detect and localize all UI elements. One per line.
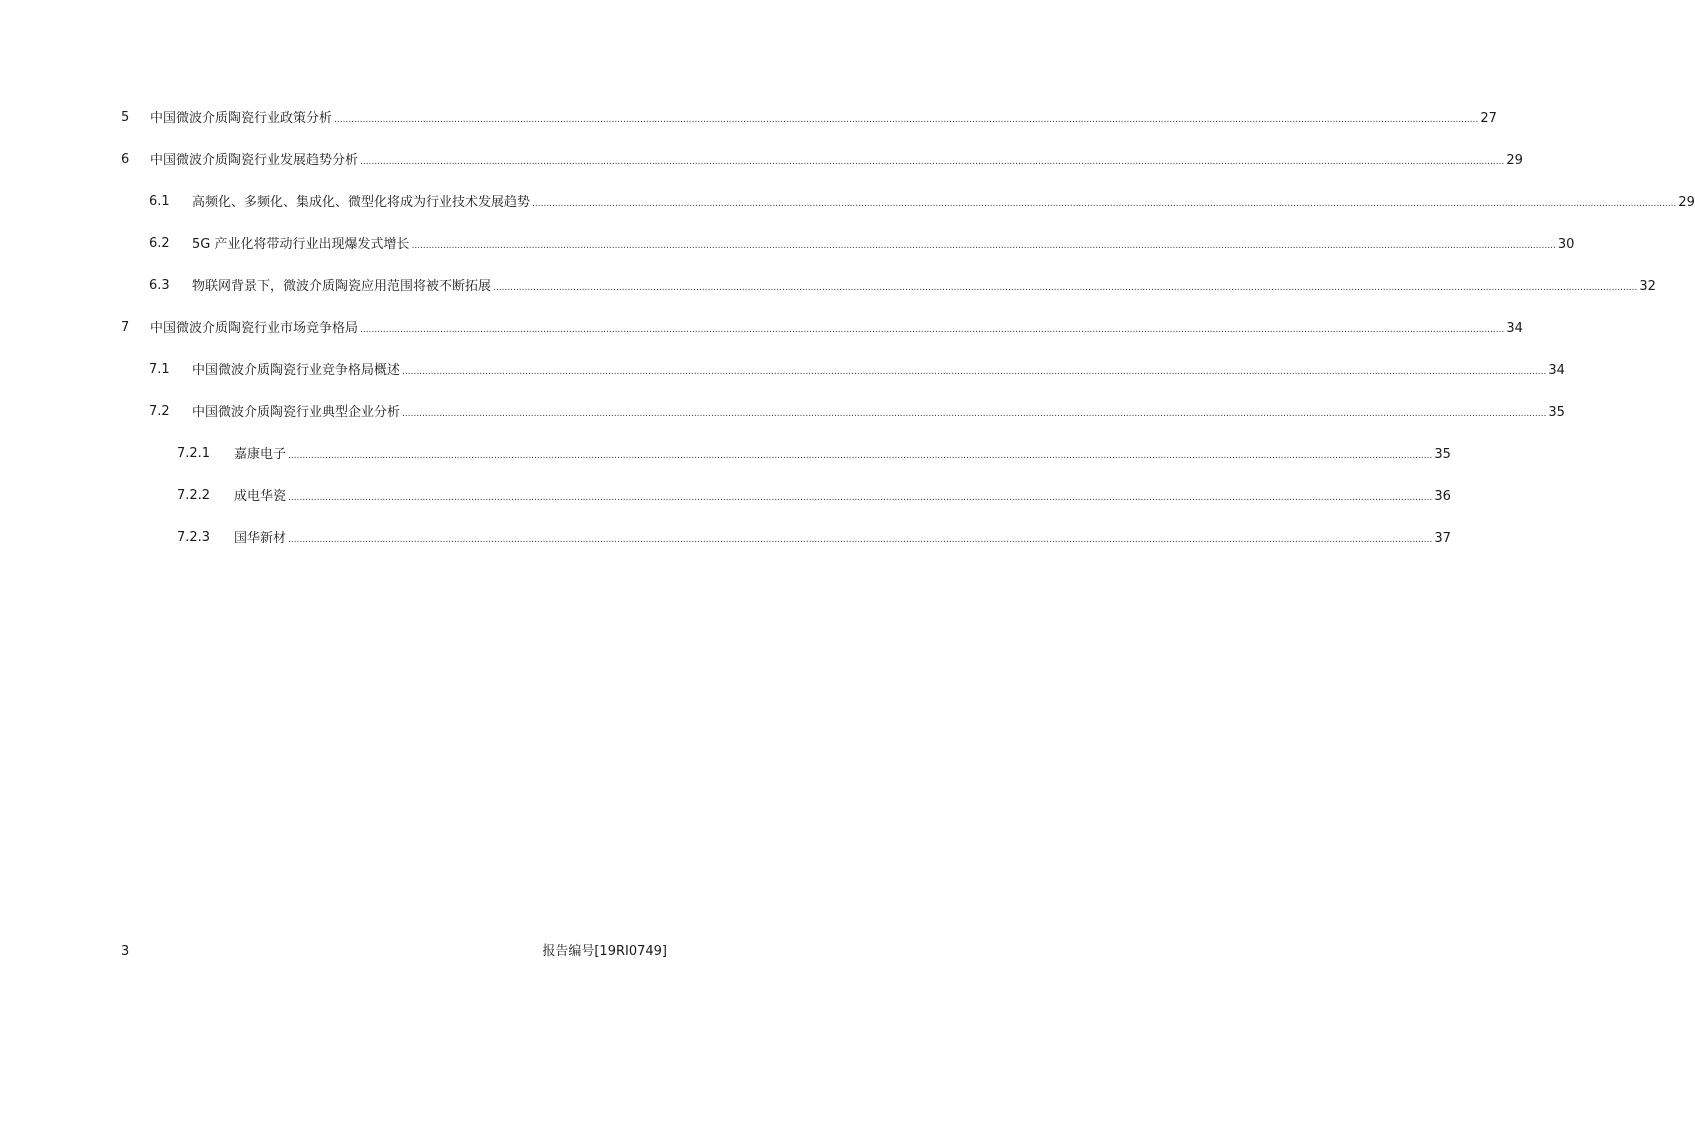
toc-dot-leader: ................................................................................................................................................................................................................................................................................................................................................................................................................: [402, 409, 1547, 419]
toc-entry-7-2[interactable]: [0, 401, 1565, 423]
toc-dot-leader: ................................................................................................................................................................................................................................................................................................................................................................................................................: [334, 115, 1479, 125]
toc-entry-title: 物联网背景下，微波介质陶瓷应用范围将被不断拓展: [192, 279, 492, 294]
toc-entry-number: 5: [121, 110, 130, 125]
toc-entry-number: 6.3: [149, 278, 170, 293]
toc-entry-title: 中国微波介质陶瓷行业政策分析: [150, 111, 333, 126]
toc-entry-6-2[interactable]: [0, 233, 1575, 255]
toc-entry-number: 6.2: [149, 236, 170, 251]
footer-report-id: 报告编号[19RI0749]: [542, 944, 667, 959]
toc-entry-number: 6: [121, 152, 130, 167]
toc-entry-page: 34: [1548, 363, 1565, 378]
toc-entry-page: 27: [1480, 111, 1497, 126]
toc-entry-page: 32: [1639, 279, 1656, 294]
toc-entry-title: 中国微波介质陶瓷行业竞争格局概述: [192, 363, 401, 378]
toc-entry-5[interactable]: [0, 107, 1497, 129]
toc-entry-page: 37: [1434, 531, 1451, 546]
toc-entry-7-2-2[interactable]: [0, 485, 1451, 507]
toc-entry-number: 7.1: [149, 362, 170, 377]
toc-entry-page: 36: [1434, 489, 1451, 504]
toc-entry-number: 7.2: [149, 404, 170, 419]
toc-entry-title: 成电华瓷: [234, 489, 287, 504]
toc-entry-title: 嘉康电子: [234, 447, 287, 462]
toc-entry-page: 35: [1434, 447, 1451, 462]
toc-dot-leader: ................................................................................................................................................................................................................................................................................................................................................................................................................: [360, 157, 1505, 167]
toc-entry-title: 高频化、多频化、集成化、微型化将成为行业技术发展趋势: [192, 195, 531, 210]
toc-dot-leader: ................................................................................................................................................................................................................................................................................................................................................................................................................: [288, 493, 1433, 503]
toc-entry-title: 中国微波介质陶瓷行业典型企业分析: [192, 405, 401, 420]
toc-dot-leader: ................................................................................................................................................................................................................................................................................................................................................................................................................: [532, 199, 1677, 209]
toc-entry-title: 中国微波介质陶瓷行业发展趋势分析: [150, 153, 359, 168]
toc-entry-page: 30: [1557, 237, 1575, 252]
toc-entry-number: 7.2.3: [177, 530, 211, 545]
toc-entry-number: 6.1: [149, 194, 170, 209]
toc-dot-leader: ................................................................................................................................................................................................................................................................................................................................................................................................................: [360, 325, 1505, 335]
toc-entry-number: 7.2.2: [177, 488, 211, 503]
toc-entry-7-1[interactable]: [0, 359, 1565, 381]
toc-entry-7[interactable]: [0, 317, 1523, 339]
toc-dot-leader: ................................................................................................................................................................................................................................................................................................................................................................................................................: [493, 283, 1638, 293]
toc-dot-leader: ................................................................................................................................................................................................................................................................................................................................................................................................................: [402, 367, 1547, 377]
toc-dot-leader: ................................................................................................................................................................................................................................................................................................................................................................................................................: [411, 241, 1556, 251]
page-footer: [0, 942, 800, 962]
toc-entry-page: 34: [1506, 321, 1523, 336]
toc-dot-leader: ................................................................................................................................................................................................................................................................................................................................................................................................................: [288, 451, 1433, 461]
toc-entry-6-3[interactable]: [0, 275, 1656, 297]
toc-entry-page: 29: [1678, 195, 1695, 210]
toc-entry-6-1[interactable]: [0, 191, 1695, 213]
toc-dot-leader: ................................................................................................................................................................................................................................................................................................................................................................................................................: [288, 535, 1433, 545]
toc-entry-number: 7.2.1: [177, 446, 211, 461]
footer-page-number: 3: [121, 944, 130, 959]
toc-entry-6[interactable]: [0, 149, 1523, 171]
toc-entry-title: 中国微波介质陶瓷行业市场竞争格局: [150, 321, 359, 336]
toc-entry-page: 29: [1506, 153, 1523, 168]
toc-entry-title: 5G 产业化将带动行业出现爆发式增长: [192, 237, 410, 252]
toc-entry-7-2-1[interactable]: [0, 443, 1451, 465]
toc-entry-number: 7: [121, 320, 130, 335]
toc-entry-page: 35: [1548, 405, 1565, 420]
toc-entry-7-2-3[interactable]: [0, 527, 1451, 549]
toc-entry-title: 国华新材: [234, 531, 287, 546]
